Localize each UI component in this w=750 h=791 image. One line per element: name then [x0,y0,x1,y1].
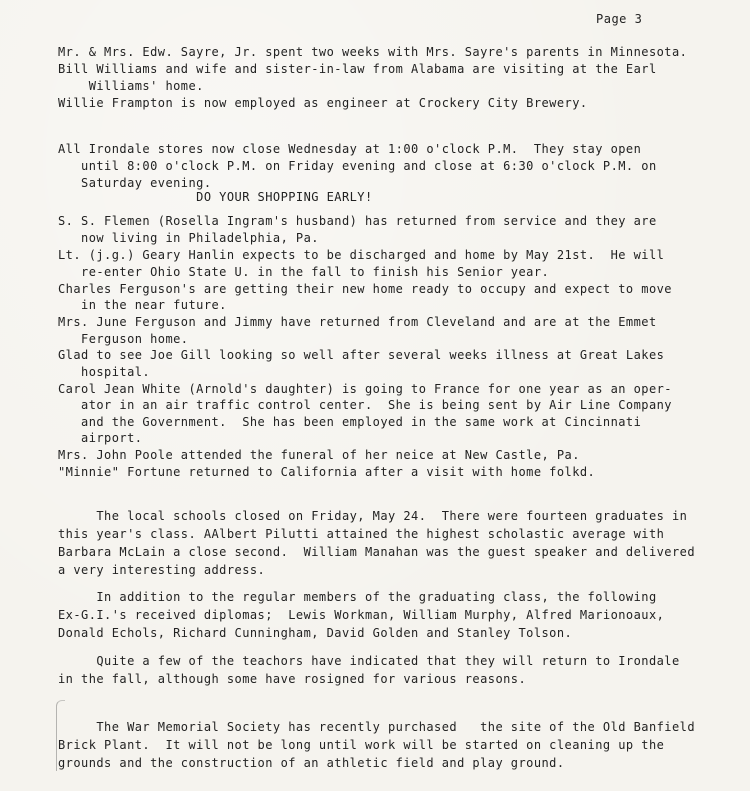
text-line: hospital. [58,365,151,379]
text-line: Mrs. June Ferguson and Jimmy have returned from Cleveland and are at the Emmet [58,315,657,329]
text-line: The War Memorial Society has recently purchased the site of the Old Banfield [58,720,695,734]
text-line: Mrs. John Poole attended the funeral of her neice at New Castle, Pa. [58,448,580,462]
text-line: The local schools closed on Friday, May 24. There were fourteen graduates in [58,509,688,523]
text-line: and the Government. She has been employed in the same work at Cincinnati [58,415,642,429]
text-line: All Irondale stores now close Wednesday at 1:00 o'clock P.M. They stay open [58,142,642,156]
text-line: DO YOUR SHOPPING EARLY! [58,190,373,204]
text-line: Ex-G.I.'s received diplomas; Lewis Workman, William Murphy, Alfred Marionoaux, [58,608,665,622]
text-line: until 8:00 o'clock P.M. on Friday evening and close at 6:30 o'clock P.M. on [58,159,657,173]
text-line: re-enter Ohio State U. in the fall to finish his Senior year. [58,265,550,279]
text-line: Donald Echols, Richard Cunningham, David Golden and Stanley Tolson. [58,626,573,640]
text-line: ator in an air traffic control center. She is being sent by Air Line Company [58,398,672,412]
text-line: this year's class. AAlbert Pilutti attained the highest scholastic average with [58,527,665,541]
text-line: Ferguson home. [58,332,189,346]
text-line: Willie Frampton is now employed as engineer at Crockery City Brewery. [58,96,588,110]
text-line: "Minnie" Fortune returned to California after a visit with home folkd. [58,465,596,479]
text-line: Barbara McLain a close second. William Manahan was the guest speaker and delivered [58,545,695,559]
text-line: S. S. Flemen (Rosella Ingram's husband) has returned from service and they are [58,214,657,228]
text-line: Quite a few of the teachors have indicated that they will return to Irondale [58,654,680,668]
text-line: now living in Philadelphia, Pa. [58,231,319,245]
text-line: grounds and the construction of an athletic field and play ground. [58,756,565,770]
page-number: Page 3 [596,12,643,26]
text-line: Carol Jean White (Arnold's daughter) is going to France for one year as an oper- [58,382,672,396]
text-line: Bill Williams and wife and sister-in-law from Alabama are visiting at the Earl [58,62,657,76]
text-line: airport. [58,431,143,445]
text-line: Mr. & Mrs. Edw. Sayre, Jr. spent two weeks with Mrs. Sayre's parents in Minnesota. [58,45,688,59]
text-line: Brick Plant. It will not be long until work will be started on cleaning up the [58,738,665,752]
text-line: Saturday evening. [58,176,212,190]
text-line: In addition to the regular members of the graduating class, the following [58,590,657,604]
text-line: Williams' home. [58,79,204,93]
text-line: in the near future. [58,298,227,312]
text-line: in the fall, although some have rosigned for various reasons. [58,672,527,686]
text-line: Charles Ferguson's are getting their new home ready to occupy and expect to move [58,282,672,296]
text-line: a very interesting address. [58,563,266,577]
text-line: Glad to see Joe Gill looking so well after several weeks illness at Great Lakes [58,348,665,362]
text-line: Lt. (j.g.) Geary Hanlin expects to be discharged and home by May 21st. He will [58,248,665,262]
